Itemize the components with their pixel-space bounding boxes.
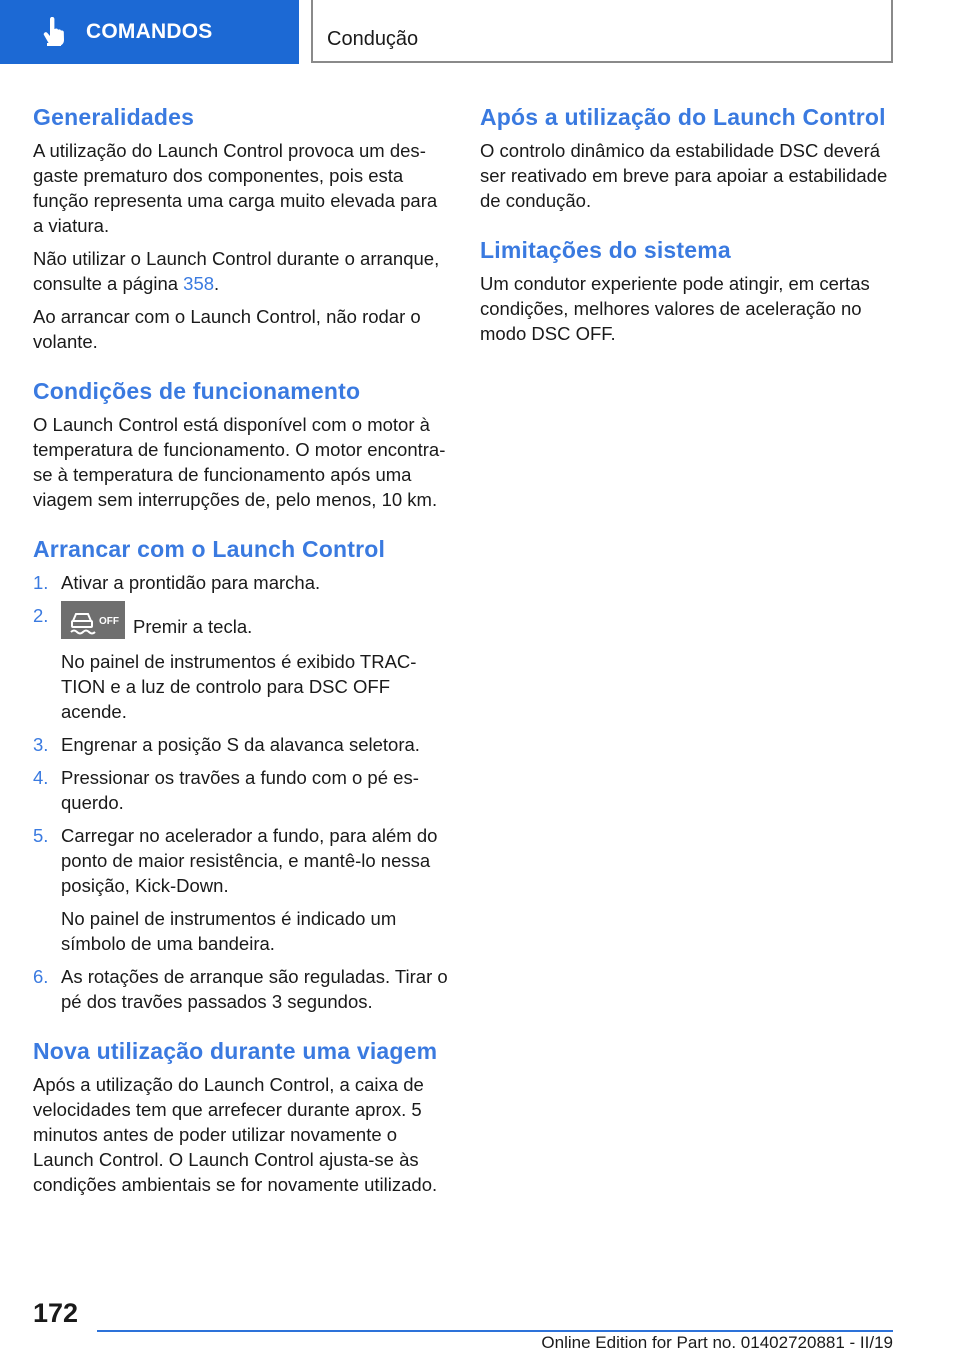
step-text: Ativar a prontidão para marcha. (61, 572, 321, 593)
step-text: Engrenar a posição S da alavanca seletora. (61, 734, 420, 755)
list-item (33, 964, 448, 1014)
step-number: 3. (33, 734, 49, 755)
step-subtext: No painel de instrumentos é exibido TRACTION e a luz de controlo para DSC OFF acende. (61, 651, 417, 722)
list-item (33, 570, 448, 595)
section-label: COMANDOS (86, 20, 213, 43)
paragraph: O Launch Control está disponível com o motor à temperatura de funcionamento. O motor encontra-se à temperatura de funcionamento após uma viagem sem interrupções de, pelo menos, 10 km. (33, 414, 446, 510)
list-item (33, 603, 448, 724)
step-subtext: No painel de instrumentos é indicado um símbolo de uma bandeira. (61, 908, 397, 954)
right-column (480, 100, 895, 354)
paragraph: O controlo dinâmico da estabilidade DSC deverá ser reativado em breve para apoiar a estabilidade de condução. (480, 140, 888, 211)
footer-divider (97, 1330, 893, 1332)
list-item (33, 823, 448, 956)
chapter-header (311, 0, 893, 63)
paragraph-with-link (33, 246, 448, 296)
step-number: 1. (33, 572, 49, 593)
paragraph-text: Não utilizar o Launch Control durante o arranque, consulte a página (33, 248, 440, 294)
step-text: Premir a tecla. (133, 616, 253, 637)
list-item (33, 732, 448, 757)
left-column (33, 100, 448, 1205)
heading-apos-utilizacao: Após a utilização do Launch Control (480, 104, 886, 130)
dsc-icon-label: OFF (99, 616, 119, 627)
paragraph: Um condutor experiente pode atingir, em certas condições, melhores valores de aceleração no modo DSC OFF. (480, 273, 870, 344)
paragraph-text-end: . (214, 273, 220, 294)
heading-nova-utilizacao: Nova utilização durante uma viagem (33, 1038, 438, 1064)
step-number: 6. (33, 966, 49, 987)
step-number: 5. (33, 825, 49, 846)
section-tab (0, 0, 299, 64)
heading-condicoes: Condições de funcionamento (33, 378, 361, 404)
heading-limitacoes: Limitações do sistema (480, 237, 731, 263)
steps-list (33, 570, 448, 1014)
heading-generalidades: Generalidades (33, 104, 195, 130)
step-text: Pressionar os travões a fundo com o pé esquerdo. (61, 767, 419, 813)
step-text: As rotações de arranque são reguladas. Tirar o pé dos travões passados 3 segundos. (61, 966, 448, 1012)
page-link[interactable]: 358 (183, 273, 215, 294)
page-number: 172 (33, 1298, 79, 1328)
step-number: 4. (33, 767, 49, 788)
dsc-off-button-icon (61, 601, 125, 639)
paragraph: A utilização do Launch Control provoca um desgaste prematuro dos componentes, pois esta função representa uma carga muito elevada para a viatura. (33, 140, 438, 236)
edition-text: Online Edition for Part no. 01402720881 - II/19 (541, 1333, 893, 1352)
paragraph: Após a utilização do Launch Control, a caixa de velocidades tem que arrefecer durante aprox. 5 minutos antes de poder utilizar novamente o Launch Control. O Launch Control ajusta-se às condições ambientais se for novamente utilizado. (33, 1074, 438, 1195)
step-number: 2. (33, 605, 49, 626)
step-text: Carregar no acelerador a fundo, para além do ponto de maior resistência, e mantê-lo nessa posição, Kick-Down. (61, 825, 438, 896)
list-item (33, 765, 448, 815)
paragraph: Ao arrancar com o Launch Control, não rodar o volante. (33, 306, 421, 352)
heading-arrancar: Arrancar com o Launch Control (33, 536, 386, 562)
chapter-title: Condução (327, 28, 419, 50)
hand-pointer-icon (42, 17, 66, 47)
